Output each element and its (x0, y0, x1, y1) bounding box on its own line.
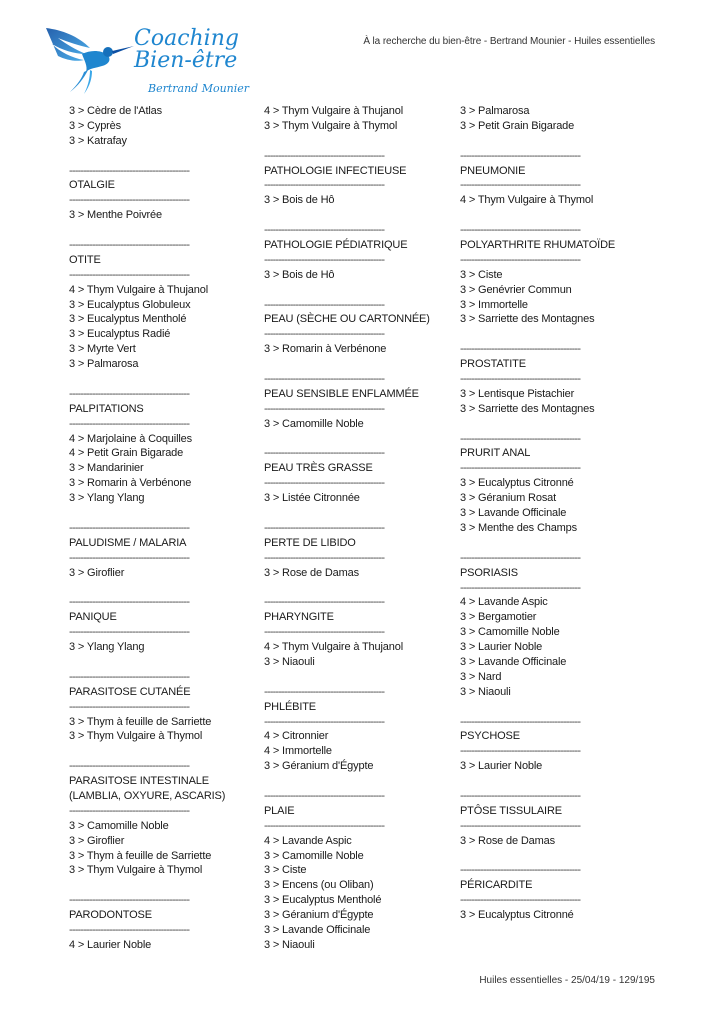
separator: ------------------------------------------ (264, 521, 385, 534)
oil-entry: 3 > Rose de Damas (264, 566, 359, 579)
oil-entry: 4 > Marjolaine à Coquilles (69, 432, 192, 445)
oil-entry: 3 > Giroflier (69, 566, 125, 579)
separator: ------------------------------------------ (69, 670, 190, 683)
separator: ------------------------------------------ (460, 715, 581, 728)
oil-entry: 3 > Bois de Hô (264, 194, 335, 207)
section-heading: PARODONTOSE (69, 909, 152, 922)
separator: ------------------------------------------ (69, 194, 190, 207)
oil-entry: 3 > Niaouli (264, 655, 315, 668)
separator: ------------------------------------------ (264, 149, 385, 162)
blank-line (264, 134, 454, 149)
blank-line (69, 372, 259, 387)
oil-entry: 3 > Thym à feuille de Sarriette (69, 715, 212, 728)
oil-entry: 3 > Laurier Noble (460, 641, 543, 654)
separator: ------------------------------------------ (264, 224, 385, 237)
oil-entry: 3 > Nard (460, 670, 502, 683)
section-heading: PATHOLOGIE PÉDIATRIQUE (264, 239, 408, 252)
oil-entry: 3 > Thym Vulgaire à Thymol (69, 730, 203, 743)
logo-subtitle: Bertrand Mounier (148, 82, 250, 95)
section-heading: PATHOLOGIE INFECTIEUSE (264, 164, 407, 177)
separator: ------------------------------------------ (69, 760, 190, 773)
column-1 (69, 104, 259, 953)
oil-entry: 3 > Eucalyptus Globuleux (69, 298, 191, 311)
column-3 (460, 104, 650, 923)
oil-entry: 3 > Katrafay (69, 134, 127, 147)
section-heading: PEAU SENSIBLE ENFLAMMÉE (264, 387, 419, 400)
oil-entry: 3 > Mandarinier (69, 462, 144, 475)
oil-entry: 3 > Eucalyptus Citronné (460, 909, 574, 922)
oil-entry: 3 > Eucalyptus Mentholé (69, 313, 187, 326)
oil-entry: 3 > Cyprès (69, 119, 121, 132)
oil-entry: 3 > Menthe Poivrée (69, 209, 162, 222)
separator: ------------------------------------------ (264, 715, 385, 728)
separator: ------------------------------------------ (460, 551, 581, 564)
blank-line (460, 700, 650, 715)
oil-entry: 3 > Niaouli (460, 685, 511, 698)
oil-entry: 3 > Romarin à Verbénone (69, 477, 192, 490)
oil-entry: 3 > Romarin à Verbénone (264, 343, 387, 356)
oil-entry: 3 > Palmarosa (460, 105, 530, 117)
section-heading: PTÔSE TISSULAIRE (460, 804, 562, 817)
separator: ------------------------------------------ (460, 864, 581, 877)
oil-entry: 4 > Thym Vulgaire à Thujanol (264, 105, 403, 117)
separator: ------------------------------------------ (69, 239, 190, 252)
oil-entry: 3 > Ylang Ylang (69, 641, 145, 654)
oil-entry: 3 > Camomille Noble (69, 819, 169, 832)
separator: ------------------------------------------ (460, 894, 581, 907)
separator: ------------------------------------------ (264, 179, 385, 192)
oil-entry: 4 > Thym Vulgaire à Thymol (460, 194, 594, 207)
logo-title-line1: Coaching (134, 26, 239, 51)
oil-entry: 3 > Cèdre de l'Atlas (69, 105, 162, 117)
blank-line (460, 327, 650, 342)
separator: ------------------------------------------ (460, 789, 581, 802)
blank-line (69, 878, 259, 893)
section-heading: PANIQUE (69, 611, 117, 624)
separator: ------------------------------------------ (264, 402, 385, 415)
oil-entry: 3 > Camomille Noble (264, 417, 364, 430)
separator: ------------------------------------------ (460, 581, 581, 594)
page-footer: Huiles essentielles - 25/04/19 - 129/195 (479, 975, 655, 986)
separator: ------------------------------------------ (69, 521, 190, 534)
oil-entry: 4 > Thym Vulgaire à Thujanol (264, 641, 403, 654)
logo (44, 24, 250, 99)
logo-title (134, 28, 239, 72)
blank-line (264, 774, 454, 789)
blank-line (264, 670, 454, 685)
separator: ------------------------------------------ (264, 373, 385, 386)
oil-entry: 3 > Eucalyptus Citronné (460, 477, 574, 490)
blank-line (69, 149, 259, 164)
oil-entry: 3 > Encens (ou Oliban) (264, 879, 374, 892)
section-heading: PALPITATIONS (69, 402, 144, 415)
separator: ------------------------------------------ (460, 373, 581, 386)
oil-entry: 3 > Géranium Rosat (460, 492, 557, 505)
oil-entry: 3 > Ylang Ylang (69, 492, 145, 505)
separator: ------------------------------------------ (264, 298, 385, 311)
oil-entry: 3 > Rose de Damas (460, 834, 555, 847)
oil-entry: 3 > Giroflier (69, 834, 125, 847)
oil-entry: 3 > Lavande Officinale (264, 923, 371, 936)
separator: ------------------------------------------ (264, 685, 385, 698)
oil-entry: 3 > Thym Vulgaire à Thymol (264, 119, 398, 132)
separator: ------------------------------------------ (460, 745, 581, 758)
oil-entry: 3 > Petit Grain Bigarade (460, 119, 575, 132)
separator: ------------------------------------------ (69, 268, 190, 281)
blank-line (69, 744, 259, 759)
oil-entry: 4 > Immortelle (264, 745, 332, 758)
separator: ------------------------------------------ (69, 626, 190, 639)
blank-line (69, 506, 259, 521)
separator: ------------------------------------------ (460, 343, 581, 356)
oil-entry: 3 > Listée Citronnée (264, 492, 360, 505)
section-heading: PARASITOSE CUTANÉE (69, 685, 191, 698)
oil-entry: 4 > Lavande Aspic (264, 834, 352, 847)
separator: ------------------------------------------ (264, 551, 385, 564)
section-heading: OTITE (69, 253, 101, 266)
section-heading: PEAU TRÈS GRASSE (264, 462, 373, 475)
section-heading: PÉRICARDITE (460, 879, 533, 892)
separator: ------------------------------------------ (460, 432, 581, 445)
oil-entry: 3 > Lentisque Pistachier (460, 387, 575, 400)
separator: ------------------------------------------ (460, 224, 581, 237)
separator: ------------------------------------------ (264, 253, 385, 266)
oil-entry: 4 > Petit Grain Bigarade (69, 447, 184, 460)
section-heading: POLYARTHRITE RHUMATOÏDE (460, 239, 616, 252)
oil-entry: 3 > Bois de Hô (264, 268, 335, 281)
separator: ------------------------------------------ (69, 417, 190, 430)
section-heading: PNEUMONIE (460, 164, 526, 177)
separator: ------------------------------------------ (69, 387, 190, 400)
separator: ------------------------------------------ (264, 596, 385, 609)
separator: ------------------------------------------ (264, 789, 385, 802)
separator: ------------------------------------------ (264, 626, 385, 639)
oil-entry: 4 > Laurier Noble (69, 938, 152, 951)
blank-line (460, 134, 650, 149)
page-header: À la recherche du bien-être - Bertrand Mounier - Huiles essentielles (363, 36, 655, 47)
oil-entry: 3 > Ciste (264, 864, 307, 877)
section-heading: PRURIT ANAL (460, 447, 531, 460)
oil-entry: 3 > Géranium d'Égypte (264, 760, 374, 773)
section-heading: PHARYNGITE (264, 611, 334, 624)
separator: ------------------------------------------ (460, 462, 581, 475)
blank-line (264, 357, 454, 372)
section-heading: PROSTATITE (460, 358, 526, 371)
oil-entry: 3 > Lavande Officinale (460, 655, 567, 668)
oil-entry: 3 > Genévrier Commun (460, 283, 572, 296)
column-2 (264, 104, 454, 953)
blank-line (460, 208, 650, 223)
blank-line (460, 849, 650, 864)
separator: ------------------------------------------ (264, 328, 385, 341)
oil-entry: 3 > Menthe des Champs (460, 521, 578, 534)
blank-line (264, 432, 454, 447)
blank-line (69, 223, 259, 238)
oil-entry: 3 > Géranium d'Égypte (264, 909, 374, 922)
section-heading: PSORIASIS (460, 566, 518, 579)
oil-entry: 3 > Sarriette des Montagnes (460, 402, 595, 415)
blank-line (69, 655, 259, 670)
separator: ------------------------------------------ (69, 804, 190, 817)
oil-entry: 3 > Laurier Noble (460, 760, 543, 773)
separator: ------------------------------------------ (264, 447, 385, 460)
blank-line (264, 506, 454, 521)
oil-entry: 3 > Thym Vulgaire à Thymol (69, 864, 203, 877)
oil-entry: 4 > Lavande Aspic (460, 596, 548, 609)
separator: ------------------------------------------ (460, 253, 581, 266)
oil-entry: 4 > Thym Vulgaire à Thujanol (69, 283, 208, 296)
separator: ------------------------------------------ (264, 819, 385, 832)
section-heading: PARASITOSE INTESTINALE (LAMBLIA, OXYURE, ASCARIS) (69, 775, 226, 802)
separator: ------------------------------------------ (460, 819, 581, 832)
blank-line (460, 536, 650, 551)
separator: ------------------------------------------ (69, 596, 190, 609)
blank-line (69, 581, 259, 596)
separator: ------------------------------------------ (460, 179, 581, 192)
section-heading: PLAIE (264, 804, 295, 817)
oil-entry: 3 > Eucalyptus Radié (69, 328, 171, 341)
oil-entry: 3 > Camomille Noble (460, 626, 560, 639)
blank-line (264, 581, 454, 596)
blank-line (264, 208, 454, 223)
separator: ------------------------------------------ (69, 551, 190, 564)
section-heading: PALUDISME / MALARIA (69, 536, 187, 549)
separator: ------------------------------------------ (69, 700, 190, 713)
section-heading: OTALGIE (69, 179, 115, 192)
oil-entry: 3 > Ciste (460, 268, 503, 281)
oil-entry: 3 > Camomille Noble (264, 849, 364, 862)
separator: ------------------------------------------ (69, 164, 190, 177)
blank-line (264, 283, 454, 298)
blank-line (460, 417, 650, 432)
oil-entry: 3 > Immortelle (460, 298, 528, 311)
oil-entry: 3 > Lavande Officinale (460, 507, 567, 520)
blank-line (460, 774, 650, 789)
separator: ------------------------------------------ (69, 924, 190, 937)
separator: ------------------------------------------ (460, 149, 581, 162)
oil-entry: 3 > Niaouli (264, 938, 315, 951)
section-heading: PHLÉBITE (264, 700, 316, 713)
oil-entry: 3 > Sarriette des Montagnes (460, 313, 595, 326)
oil-entry: 4 > Citronnier (264, 730, 329, 743)
section-heading: PSYCHOSE (460, 730, 520, 743)
section-heading: PEAU (SÈCHE OU CARTONNÉE) (264, 313, 430, 326)
section-heading: PERTE DE LIBIDO (264, 536, 356, 549)
oil-entry: 3 > Myrte Vert (69, 343, 136, 356)
separator: ------------------------------------------ (69, 894, 190, 907)
oil-entry: 3 > Palmarosa (69, 358, 139, 371)
logo-title-line2: Bien-être (134, 48, 238, 73)
oil-entry: 3 > Bergamotier (460, 611, 537, 624)
separator: ------------------------------------------ (264, 477, 385, 490)
hummingbird-icon (44, 24, 136, 94)
oil-entry: 3 > Eucalyptus Mentholé (264, 894, 382, 907)
oil-entry: 3 > Thym à feuille de Sarriette (69, 849, 212, 862)
